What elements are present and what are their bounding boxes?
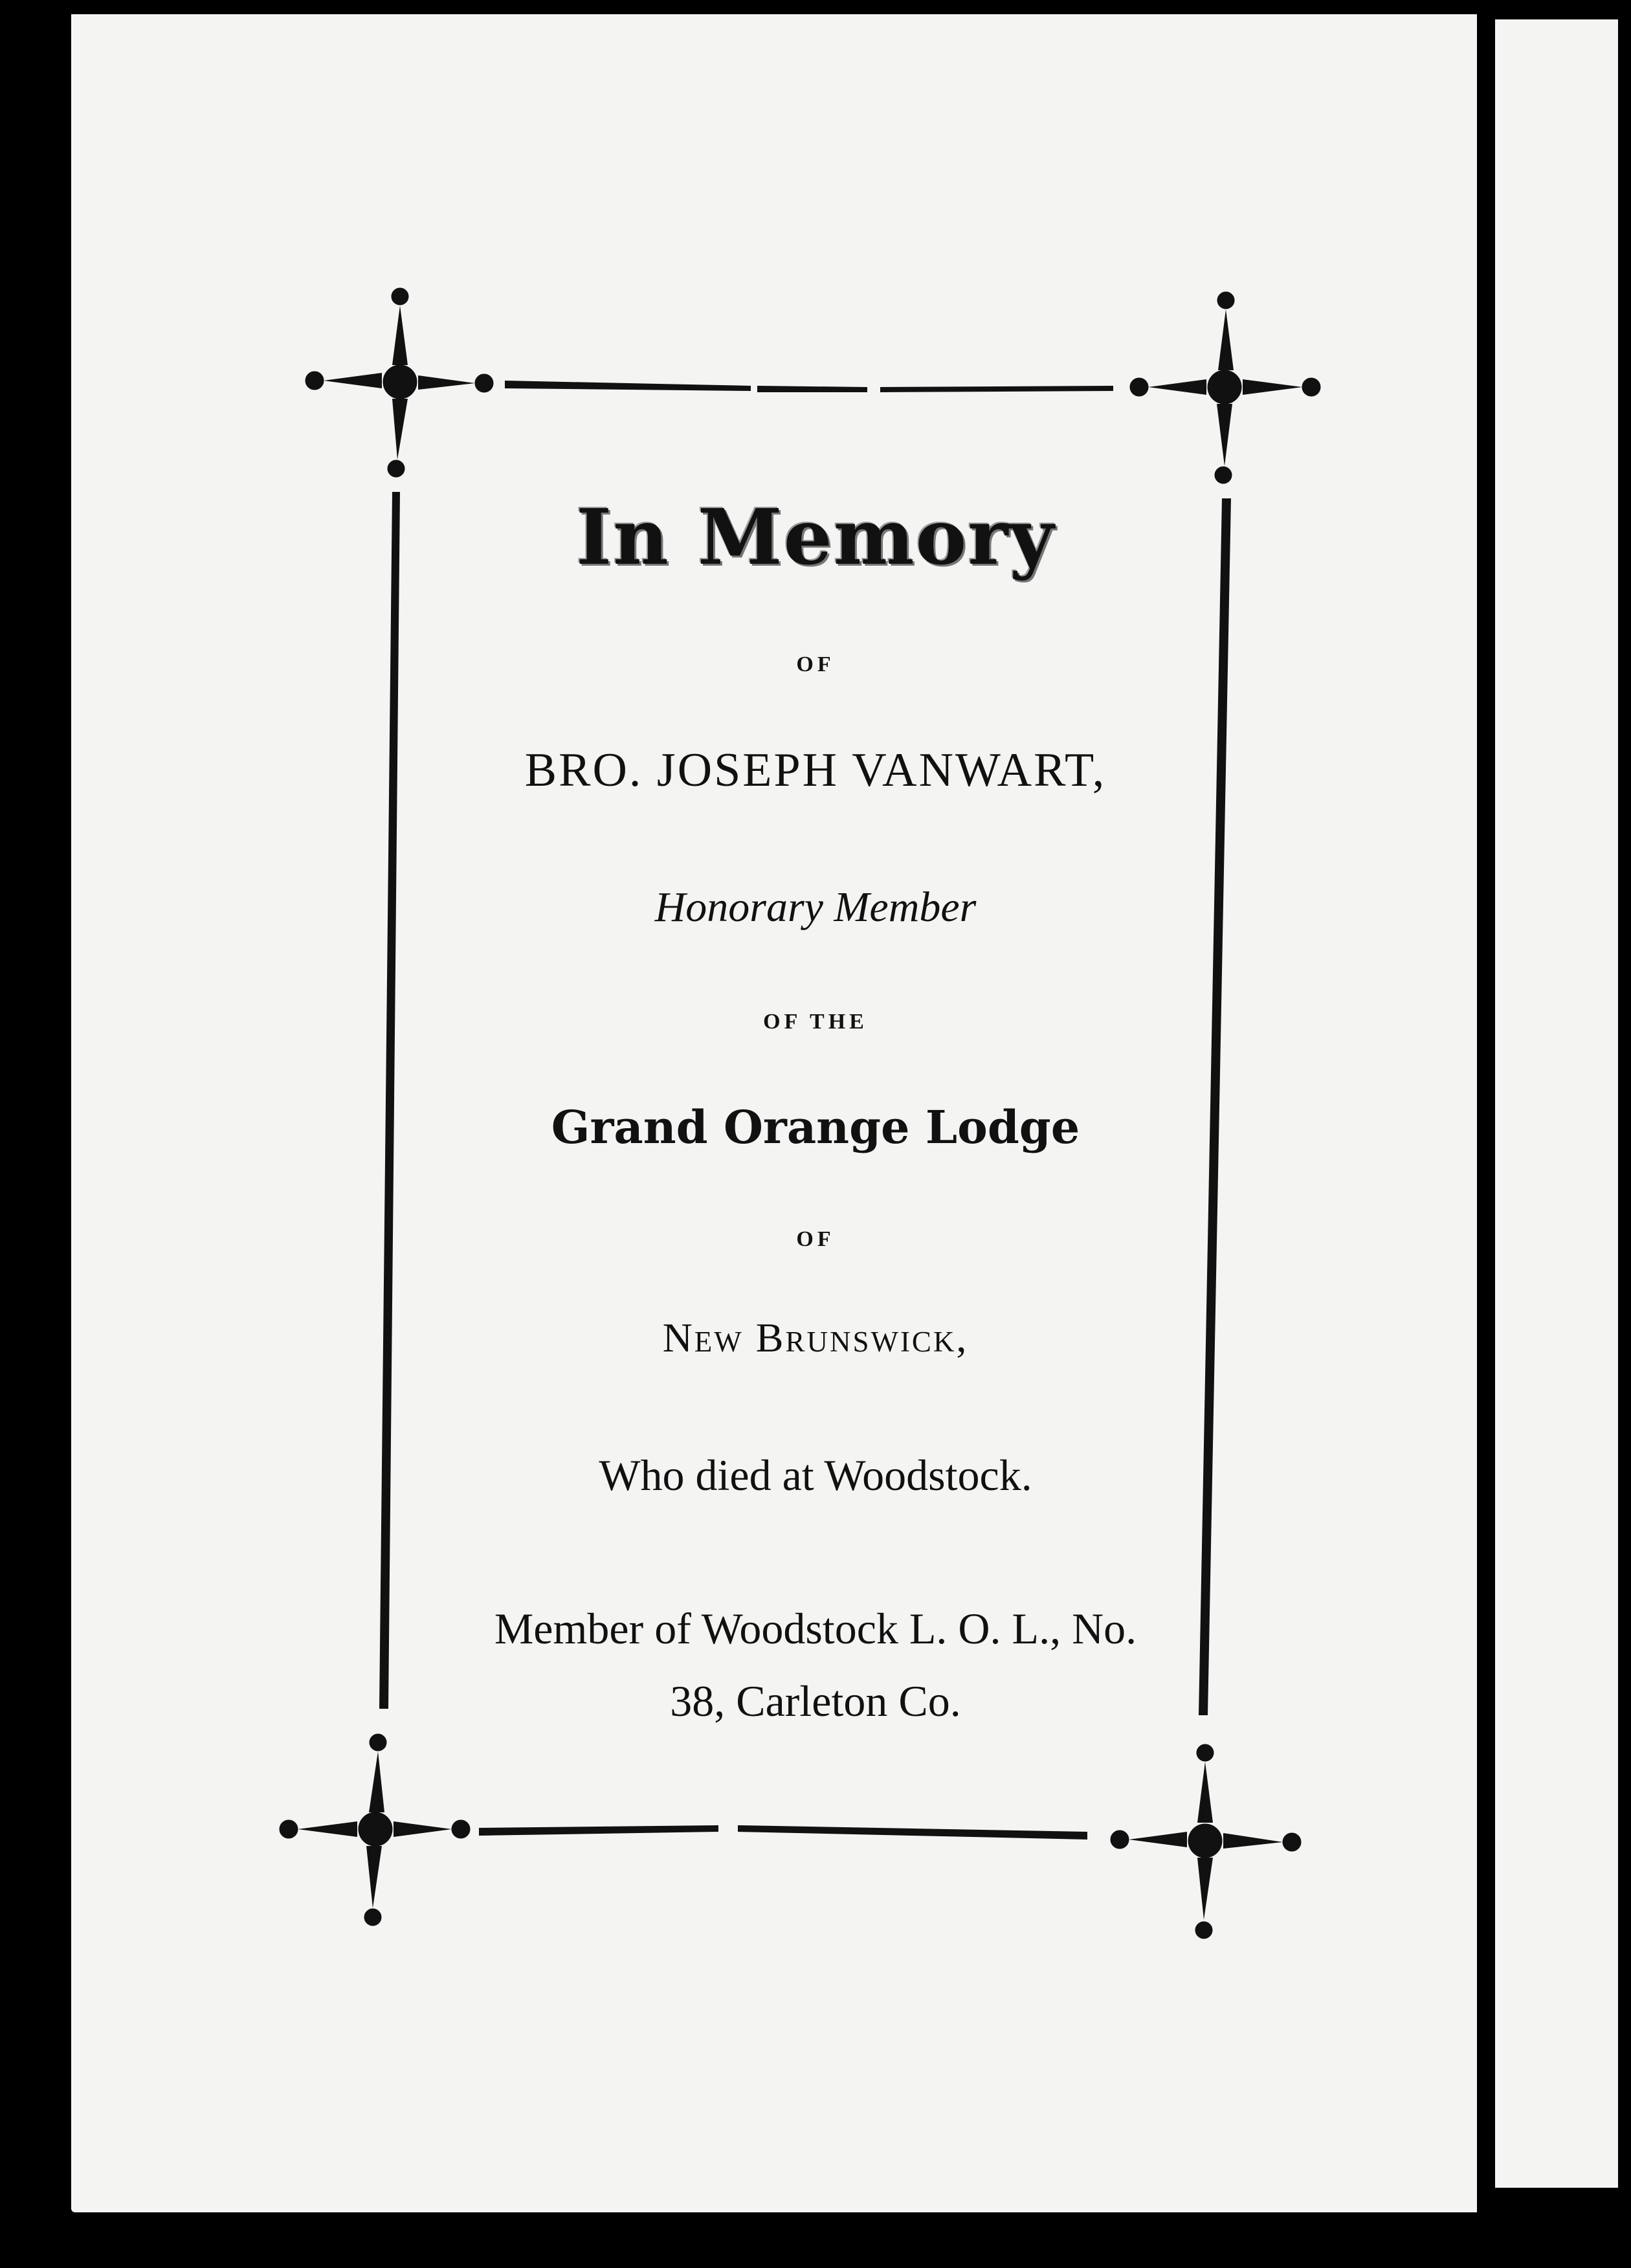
- border-bottom-rule: [479, 1825, 718, 1836]
- of-connector-1: OF: [796, 652, 835, 676]
- corner-ornament-top-left: [305, 288, 493, 477]
- of-connector-2: OF: [796, 1227, 835, 1251]
- corner-ornament-bottom-right: [1111, 1744, 1301, 1939]
- membership-line-2: 38, Carleton Co.: [670, 1676, 961, 1726]
- membership-line-1: Member of Woodstock L. O. L., No.: [494, 1604, 1137, 1653]
- membership-details: [388, 1592, 1243, 1737]
- corner-ornament-bottom-left: [280, 1734, 470, 1926]
- deceased-name: BRO. JOSEPH VANWART,: [524, 744, 1107, 797]
- province-name: New Brunswick,: [662, 1315, 969, 1361]
- death-place: Who died at Woodstock.: [599, 1451, 1032, 1500]
- border-top-rule: [505, 381, 751, 391]
- memorial-heading: In Memory: [575, 492, 1056, 582]
- lodge-name: Grand Orange Lodge: [551, 1100, 1080, 1154]
- of-the-connector: OF THE: [763, 1010, 868, 1034]
- corner-ornament-top-right: [1130, 292, 1320, 484]
- honorary-title: Honorary Member: [654, 884, 977, 931]
